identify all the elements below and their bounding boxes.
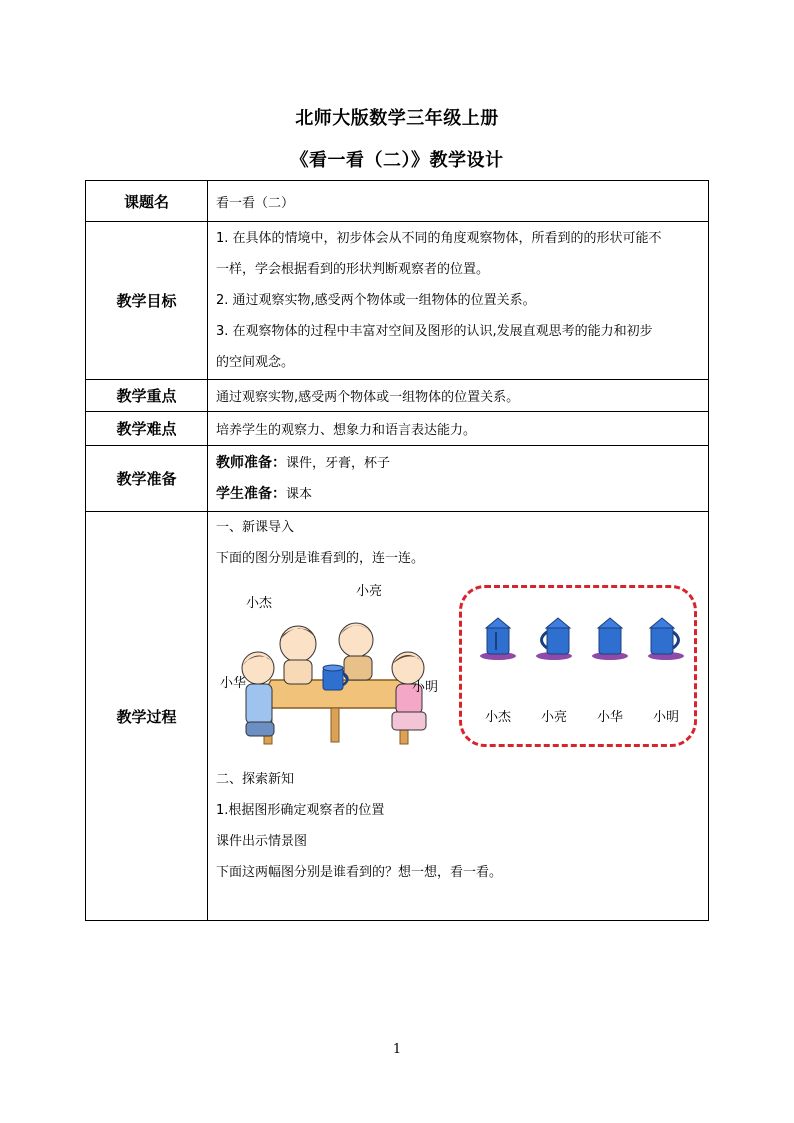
view-label-4: 小明 <box>652 710 679 725</box>
goals-label: 教学目标 <box>86 222 208 380</box>
row-preparation <box>86 446 709 512</box>
process-label: 教学过程 <box>86 512 208 921</box>
row-topic <box>86 181 709 222</box>
goal-line: 2. 通过观察实物,感受两个物体或一组物体的位置关系。 <box>216 293 536 308</box>
scene-name-xiaojie: 小杰 <box>246 596 273 611</box>
cup-view-4-icon <box>646 616 686 660</box>
goals-content <box>208 222 709 380</box>
goal-line: 一样，学会根据看到的形状判断观察者的位置。 <box>216 262 490 277</box>
scene-name-xiaohua: 小华 <box>220 676 247 691</box>
cup-view-3-icon <box>590 616 630 660</box>
scene-name-xiaoliang: 小亮 <box>356 584 383 599</box>
process-content <box>208 512 709 921</box>
explore-item3: 下面这两幅图分别是谁看到的？想一想，看一看。 <box>216 865 503 880</box>
teacher-prep-value: 课件，牙膏，杯子 <box>286 455 391 471</box>
key-point-value: 通过观察实物,感受两个物体或一组物体的位置关系。 <box>208 380 709 412</box>
explore-item2: 课件出示情景图 <box>216 834 308 849</box>
intro-text: 下面的图分别是谁看到的，连一连。 <box>216 551 425 566</box>
key-point-label: 教学重点 <box>86 380 208 412</box>
row-key-point <box>86 380 709 412</box>
topic-label: 课题名 <box>86 181 208 222</box>
goal-line: 的空间观念。 <box>216 355 295 370</box>
student-prep-label: 学生准备： <box>216 485 286 502</box>
preparation-content <box>208 446 709 512</box>
teacher-prep-label: 教师准备： <box>216 454 286 471</box>
lesson-plan-table <box>85 180 709 921</box>
difficulty-value: 培养学生的观察力、想象力和语言表达能力。 <box>208 412 709 446</box>
explore-item1: 1.根据图形确定观察者的位置 <box>216 803 385 818</box>
goal-line: 3. 在观察物体的过程中丰富对空间及图形的认识,发展直观思考的能力和初步 <box>216 324 653 339</box>
difficulty-label: 教学难点 <box>86 412 208 446</box>
preparation-label: 教学准备 <box>86 446 208 512</box>
scene-name-xiaoming: 小明 <box>412 680 439 695</box>
row-goals <box>86 222 709 380</box>
doc-title-line1: 北师大版数学三年级上册 <box>295 108 499 129</box>
doc-title-line2: 《看一看（二）》教学设计 <box>290 150 504 171</box>
teacher-prep-line <box>216 448 702 479</box>
explore-heading: 二、探索新知 <box>216 772 295 787</box>
row-process <box>86 512 709 921</box>
view-label-2: 小亮 <box>540 710 567 725</box>
page-number: 1 <box>392 1042 402 1057</box>
student-prep-value: 课本 <box>286 486 313 502</box>
student-prep-line <box>216 479 702 510</box>
view-label-1: 小杰 <box>484 710 511 725</box>
children-around-table-illustration <box>216 584 456 748</box>
goal-line: 1. 在具体的情境中，初步体会从不同的角度观察物体，所看到的的形状可能不 <box>216 231 662 246</box>
cup-view-1-icon <box>478 616 518 660</box>
topic-value: 看一看（二） <box>208 181 709 222</box>
row-difficulty <box>86 412 709 446</box>
intro-heading: 一、新课导入 <box>216 520 295 535</box>
cup-views-box <box>459 585 697 747</box>
cup-view-2-icon <box>534 616 574 660</box>
view-label-3: 小华 <box>596 710 623 725</box>
